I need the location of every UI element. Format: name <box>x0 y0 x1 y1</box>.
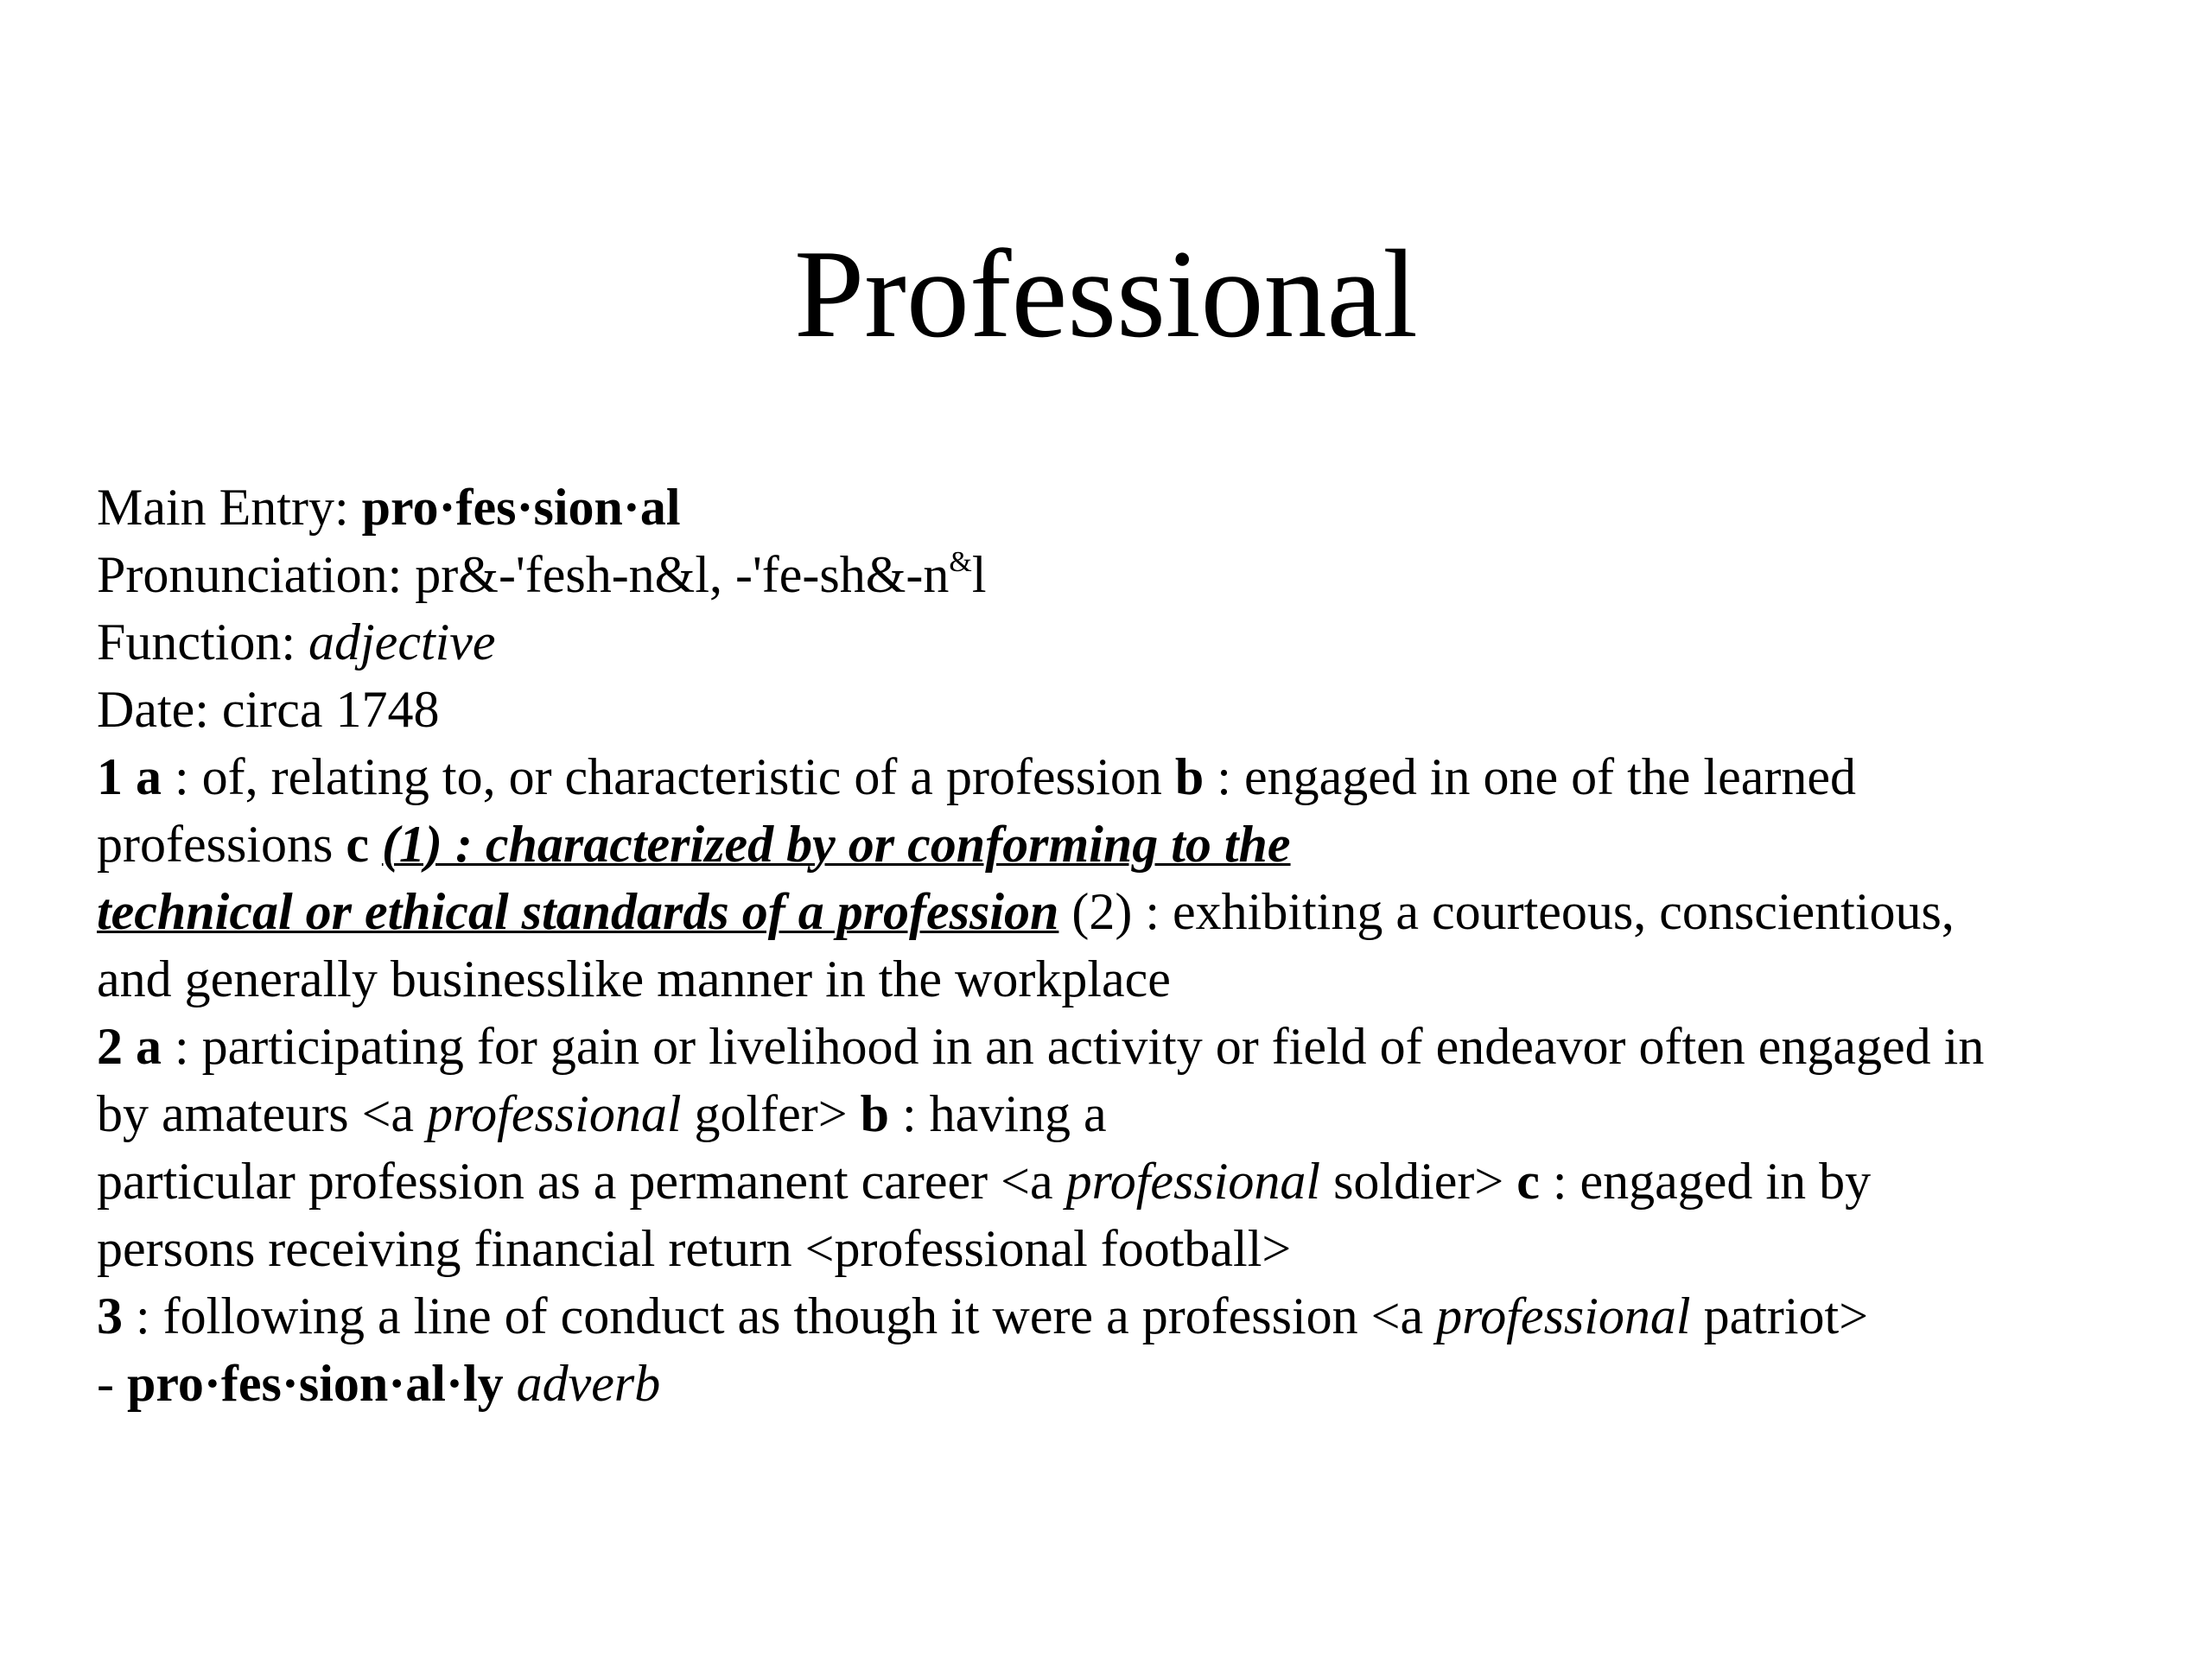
sense-2b-example-end: soldier> <box>1320 1153 1517 1210</box>
sense-2-line-4: persons receiving financial return <professional football> <box>97 1220 1292 1277</box>
sense-1b-text-cont: professions <box>97 816 346 873</box>
date-line: Date: circa 1748 <box>97 681 440 738</box>
page-title: Professional <box>794 224 1418 364</box>
main-entry-word: pro·fes·sion·al <box>361 479 681 536</box>
main-entry-line <box>97 474 2171 541</box>
sense-2-line-1 <box>97 1013 2171 1080</box>
sense-2b-text: : having a <box>888 1085 1107 1142</box>
derived-word: pro·fes·sion·al·ly <box>126 1355 504 1412</box>
sense-2b-letter: b <box>860 1085 889 1142</box>
sense-1c1-highlight-part2: technical or ethical standards of a profession <box>97 883 1059 940</box>
sense-2b-example-word: professional <box>1065 1153 1321 1210</box>
sense-2-line-3 <box>97 1147 2171 1215</box>
sense-1-line-2 <box>97 810 2171 878</box>
sense-1b-letter: b <box>1174 748 1205 805</box>
pronunciation-end: l <box>971 546 987 603</box>
sense-1c1-highlight-part1: (1) : characterized by or conforming to the <box>381 816 1291 873</box>
derived-part-of-speech: adverb <box>503 1355 661 1412</box>
pronunciation-sup: & <box>949 546 972 578</box>
function-line <box>97 608 2171 676</box>
sense-3-example-word: professional <box>1436 1287 1691 1344</box>
pronunciation-line <box>97 541 2171 608</box>
sense-2a-text: : participating for gain or livelihood in an activity or field of endeavor often engaged in <box>162 1018 1985 1075</box>
main-entry-label: Main Entry: <box>97 479 349 536</box>
function-value: adjective <box>308 613 496 671</box>
sense-2a-text-cont: by amateurs <a <box>97 1085 428 1142</box>
sense-1c-letter: c <box>346 816 369 873</box>
derived-form-line <box>97 1350 2171 1417</box>
sense-2c-text: : engaged in by <box>1539 1153 1872 1210</box>
function-label: Function: <box>97 613 296 671</box>
sense-1-line-3 <box>97 878 2171 945</box>
sense-3-text: : following a line of conduct as though it were a profession <a <box>123 1287 1437 1344</box>
sense-1-line-4: and generally businesslike manner in the workplace <box>97 950 1171 1007</box>
pronunciation-text: pr&-'fesh-n&l, -'fe-sh&-n <box>415 546 950 603</box>
sense-2b-text-cont: particular profession as a permanent career <a <box>97 1153 1066 1210</box>
sense-1a-text: : of, relating to, or characteristic of a profession <box>162 748 1175 805</box>
sense-2a-example-end: golfer> <box>681 1085 861 1142</box>
sense-2c-letter: c <box>1516 1153 1540 1210</box>
sense-2-number: 2 a <box>97 1018 162 1075</box>
dictionary-entry <box>97 474 2171 1417</box>
sense-1-line-1 <box>97 743 2171 810</box>
derived-dash: - <box>97 1355 127 1412</box>
sense-1-number: 1 a <box>97 748 162 805</box>
sense-2-line-2 <box>97 1080 2171 1147</box>
sense-3-number: 3 <box>97 1287 123 1344</box>
pronunciation-label: Pronunciation: <box>97 546 403 603</box>
sense-1b-text: : engaged in one of the learned <box>1204 748 1856 805</box>
sense-1c2-text: (2) : exhibiting a courteous, conscientious, <box>1058 883 1955 940</box>
sense-2a-example-word: professional <box>427 1085 682 1142</box>
sense-3-line <box>97 1282 2171 1350</box>
sense-3-example-end: patriot> <box>1690 1287 1869 1344</box>
